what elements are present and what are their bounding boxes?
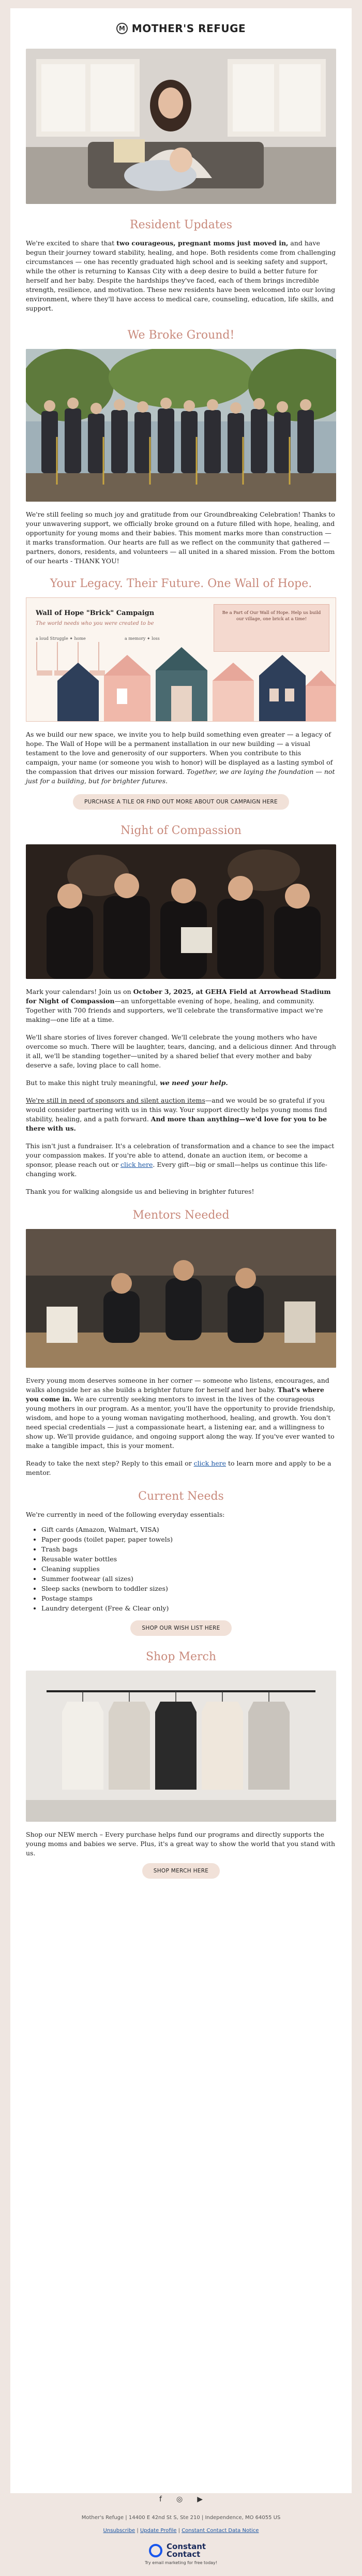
mentors-illustration — [26, 1229, 336, 1368]
compassion-paragraph-2: We'll share stories of lives forever changed. We'll celebrate the young mothers who have overcome so much. There will be laughter, tears, dancing, and a delicious dinner. And through it all, we'll be standing together—united by a shared belief that every mother and baby deserve a safe, loving place to call home. — [26, 1033, 336, 1069]
compassion-body — [26, 979, 336, 1196]
hero-photo — [26, 49, 336, 204]
footer-address: Mother's Refuge | 14400 E 42nd St S, Ste 210 | Independence, MO 64055 US — [81, 2515, 281, 2521]
needs-list — [41, 1525, 336, 1613]
update-profile-link[interactable]: Update Profile — [140, 2528, 177, 2534]
legacy-paragraph — [26, 730, 336, 786]
needs-item: • Cleaning supplies — [41, 1564, 336, 1574]
compassion-p4-a: —and we would be so grateful if you would consider partnering with us in this way. Your support directly helps young moms find stability, healing, and a path forward. — [26, 1096, 327, 1123]
footer-links: Unsubscribe | Update Profile | Constant Contact Data Notice — [103, 2528, 259, 2534]
needs-item: • Paper goods (toilet paper, paper towels) — [41, 1534, 336, 1544]
compassion-p1-b: —an unforgettable evening of hope, healing, and community. Together with 700 friends and supporters, we'll celebrate the transformative impact we're making—one life at a time. — [26, 997, 323, 1023]
compassion-p5-b: . Every gift—big or small—helps us continue this life-changing work. — [26, 1161, 327, 1178]
facebook-icon[interactable]: f — [159, 2495, 162, 2504]
mentors-heading: Mentors Needed — [132, 1209, 230, 1222]
data-notice-link[interactable]: Constant Contact Data Notice — [182, 2528, 259, 2534]
needs-item: • Postage stamps — [41, 1593, 336, 1603]
needs-intro: We're currently in need of the following everyday essentials: — [26, 1511, 225, 1518]
mentors-p2-b: to learn more and apply to be a mentor. — [26, 1459, 331, 1476]
resident-text-bold: two courageous, pregnant moms just moved in, — [116, 239, 289, 247]
compassion-paragraph-5 — [26, 1141, 336, 1179]
compassion-p5-a: This isn't just a fundraiser. It's a celebration of transformation and a chance to see the impact your compassion makes. If you're able to attend, donate an auction item, or become a sponsor, please reach out or — [26, 1142, 335, 1168]
groundbreaking-illustration — [26, 349, 336, 502]
hero-photo-illustration — [26, 49, 336, 204]
resident-text-b: and have begun their journey toward stability, healing, and hope. Both residents come from challenging circumstances — one has recently graduated high school and is seeking safety and support, while the other is returning to Kansas City with a deep desire to build a better future for herself and her baby. Despite the hardships they've faced, each of them brings incredible strength, resilience, and motivation. These new residents have been welcomed into our loving environment, where they'll have access to medical care, counseling, education, life skills, and support. — [26, 239, 336, 312]
constant-contact-badge[interactable] — [0, 2543, 362, 2558]
compassion-p3-a: But to make this night truly meaningful, — [26, 1079, 160, 1087]
brick-label-left: a loud Struggle ✦ home — [36, 636, 86, 641]
wall-graphic-title: Wall of Hope "Brick" Campaign — [36, 609, 155, 617]
merch-button[interactable]: SHOP MERCH HERE — [142, 1863, 220, 1879]
compassion-paragraph-6: Thank you for walking alongside us and believing in brighter futures! — [26, 1188, 254, 1195]
compassion-paragraph-3 — [26, 1078, 336, 1088]
constant-contact-logo-icon — [149, 2544, 162, 2557]
wall-of-hope-button[interactable]: PURCHASE A TILE OR FIND OUT MORE ABOUT OUR CAMPAIGN HERE — [73, 794, 289, 810]
constant-contact-name: Constant Contact — [167, 2542, 206, 2559]
mentors-click-here-link[interactable]: click here — [193, 1459, 227, 1467]
compassion-heading: Night of Compassion — [120, 824, 242, 837]
instagram-icon[interactable]: ◎ — [176, 2495, 183, 2504]
brick-label-mid: a memory ✦ loss — [125, 636, 160, 641]
wall-graphic-box: Be a Part of Our Wall of Hope. Help us build our village, one brick at a time! — [214, 604, 329, 652]
wall-graphic-script: The world needs who you were created to be — [36, 621, 154, 626]
needs-item: • Reusable water bottles — [41, 1554, 336, 1564]
compassion-paragraph-4 — [26, 1096, 336, 1133]
compassion-p1-bold: October 3, 2025, at GEHA Field at Arrowhead Stadium for Night of Compassion — [26, 988, 331, 1005]
compassion-paragraph-1 — [26, 987, 336, 1024]
compassion-p4-bold: And more than anything—we'd love for you to be there with us. — [26, 1115, 327, 1132]
brand-logo[interactable] — [26, 8, 336, 49]
brand-name: MOTHER'S REFUGE — [131, 22, 246, 35]
resident-updates-heading: Resident Updates — [130, 218, 232, 231]
constant-contact-tagline: Try email marketing for free today! — [145, 2560, 217, 2565]
mentors-p2-a: Ready to take the next step? Reply to this email or — [26, 1459, 194, 1467]
mentors-p1-b: We are currently seeking mentors to invest in the lives of the courageous young mothers in our program. As a mentor, you'll have the opportunity to provide friendship, wisdom, and hope to a young woman navigating motherhood, healing, and growth. You don't need special credentials — just a compassionate heart, a listening ear, and a willingness to show up. We'll provide guidance, and ongoing support along the way. If you've ever wanted to make a tangible impact, this is your moment. — [26, 1395, 335, 1450]
needs-item: • Trash bags — [41, 1544, 336, 1554]
wall-of-hope-graphic — [26, 597, 336, 722]
compassion-illustration — [26, 844, 336, 979]
merch-photo — [26, 1671, 336, 1822]
legacy-text-italic: Together, we are laying the foundation — not just for a building, but for brighter futures. — [26, 768, 335, 785]
compassion-p3-bold: we need your help. — [160, 1079, 228, 1087]
merch-paragraph: Shop our NEW merch – Every purchase helps fund our programs and directly supports the young moms and babies we serve. Plus, it's a great way to show the world that you stand with us. — [26, 1831, 335, 1857]
mentors-p1-a: Every young mom deserves someone in her corner — someone who listens, encourages, and walks alongside her as she builds a brighter future for herself and her baby. — [26, 1377, 329, 1394]
compassion-click-here-link[interactable]: click here — [120, 1161, 153, 1168]
email-card — [10, 8, 352, 2493]
social-links — [0, 2495, 362, 2504]
needs-item: • Sleep sacks (newborn to toddler sizes) — [41, 1584, 336, 1593]
groundbreaking-body — [26, 502, 336, 566]
wish-list-button[interactable]: SHOP OUR WISH LIST HERE — [130, 1620, 231, 1636]
needs-item: • Laundry detergent (Free & Clear only) — [41, 1603, 336, 1613]
brand-mark-icon: M — [116, 23, 128, 34]
resident-text-a: We're excited to share that — [26, 239, 117, 247]
compassion-p4-underline: We're still in need of sponsors and silent auction items — [26, 1096, 205, 1104]
compassion-p1-a: Mark your calendars! Join us on — [26, 988, 133, 996]
needs-body — [26, 1510, 336, 1613]
mentors-body — [26, 1368, 336, 1477]
mentors-paragraph-1 — [26, 1376, 336, 1451]
groundbreaking-heading: We Broke Ground! — [127, 329, 235, 342]
compassion-photo — [26, 844, 336, 979]
merch-heading: Shop Merch — [145, 1650, 217, 1663]
mentors-p1-bold: That's where you come in. — [26, 1386, 324, 1403]
legacy-text-a: As we build our new space, we invite you to help build something even greater — a legacy of hope. The Wall of Hope will be a permanent installation in our new building — a visual testament to the love and generosity of our supporters. When you contribute to this campaign, your name (or someone you wish to honor) will be displayed as a lasting symbol of the compassion that drives our mission forward. — [26, 730, 333, 775]
resident-updates-body — [26, 239, 336, 313]
youtube-icon[interactable]: ▶ — [197, 2495, 203, 2504]
unsubscribe-link[interactable]: Unsubscribe — [103, 2528, 135, 2534]
groundbreaking-paragraph: We're still feeling so much joy and gratitude from our Groundbreaking Celebration! Thanks to your unwavering support, we officially broke ground on a future filled with hope, healing, and opportunity for young moms and their babies. This moment marks more than construction — it marks transformation. Our hearts are full as we reflect on the community that gathered — partners, donors, residents, and volunteers — all united in a shared mission. From the bottom of our hearts - THANK YOU! — [26, 510, 335, 565]
legacy-heading: Your Legacy. Their Future. One Wall of Hope. — [50, 577, 312, 590]
mentors-photo — [26, 1229, 336, 1368]
email-footer — [0, 2495, 362, 2565]
groundbreaking-photo — [26, 349, 336, 502]
resident-paragraph — [26, 239, 336, 313]
merch-illustration — [26, 1671, 336, 1822]
legacy-body — [26, 722, 336, 786]
needs-item: • Gift cards (Amazon, Walmart, VISA) — [41, 1525, 336, 1534]
needs-heading: Current Needs — [138, 1490, 224, 1503]
mentors-paragraph-2 — [26, 1459, 336, 1477]
needs-item: • Summer footwear (all sizes) — [41, 1574, 336, 1584]
houses-illustration — [26, 598, 336, 722]
merch-body — [26, 1822, 336, 1858]
